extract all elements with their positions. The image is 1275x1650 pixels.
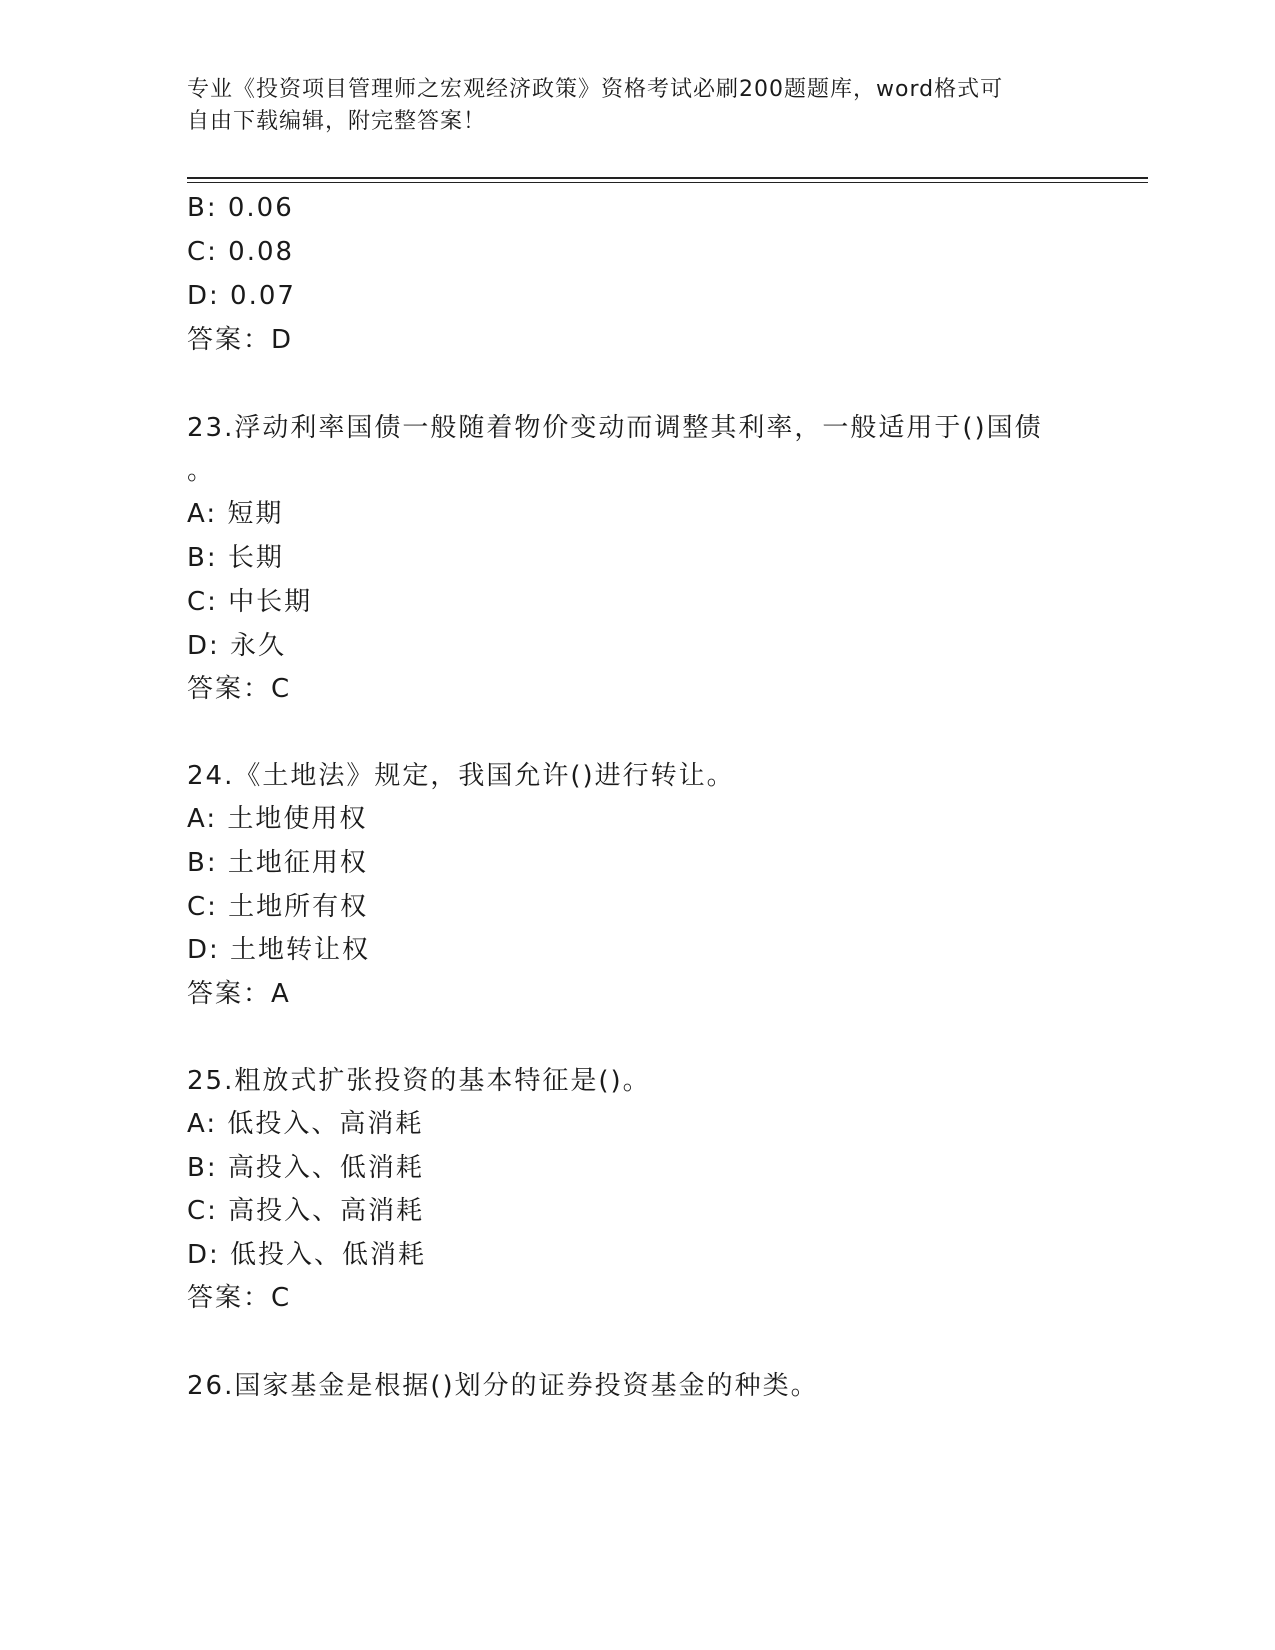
q24-answer: 答案：A <box>187 979 291 1009</box>
prev-option-d: D: 0.07 <box>187 281 296 311</box>
q25-answer: 答案：C <box>187 1283 292 1313</box>
header-line-1: 专业《投资项目管理师之宏观经济政策》资格考试必刷200题题库，word格式可 <box>187 77 1004 102</box>
q25-option-c: C: 高投入、高消耗 <box>187 1196 425 1226</box>
q24-stem: 24.《土地法》规定，我国允许()进行转让。 <box>187 761 735 791</box>
header-rule-thin <box>187 182 1148 183</box>
q24-option-c: C: 土地所有权 <box>187 892 369 922</box>
prev-option-c: C: 0.08 <box>187 237 295 267</box>
q25-option-d: D: 低投入、低消耗 <box>187 1240 427 1270</box>
q23-option-d: D: 永久 <box>187 631 287 661</box>
q23-stem: 23.浮动利率国债一般随着物价变动而调整其利率，一般适用于()国债 <box>187 413 1043 443</box>
q23-option-c: C: 中长期 <box>187 587 313 617</box>
header-rule-thick <box>187 177 1148 179</box>
q23-option-b: B: 长期 <box>187 543 284 573</box>
q24-option-a: A: 土地使用权 <box>187 804 368 834</box>
q23-stem-cont: 。 <box>187 456 216 486</box>
prev-answer: 答案：D <box>187 325 294 355</box>
q25-stem: 25.粗放式扩张投资的基本特征是()。 <box>187 1066 651 1096</box>
q23-option-a: A: 短期 <box>187 499 284 529</box>
q24-option-d: D: 土地转让权 <box>187 935 371 965</box>
prev-option-b: B: 0.06 <box>187 193 294 223</box>
q23-answer: 答案：C <box>187 674 292 704</box>
q25-option-b: B: 高投入、低消耗 <box>187 1153 424 1183</box>
document-header <box>187 74 1067 138</box>
header-line-2: 自由下载编辑，附完整答案！ <box>187 109 487 134</box>
q24-option-b: B: 土地征用权 <box>187 848 368 878</box>
q25-option-a: A: 低投入、高消耗 <box>187 1109 424 1139</box>
q26-stem: 26.国家基金是根据()划分的证券投资基金的种类。 <box>187 1371 819 1401</box>
